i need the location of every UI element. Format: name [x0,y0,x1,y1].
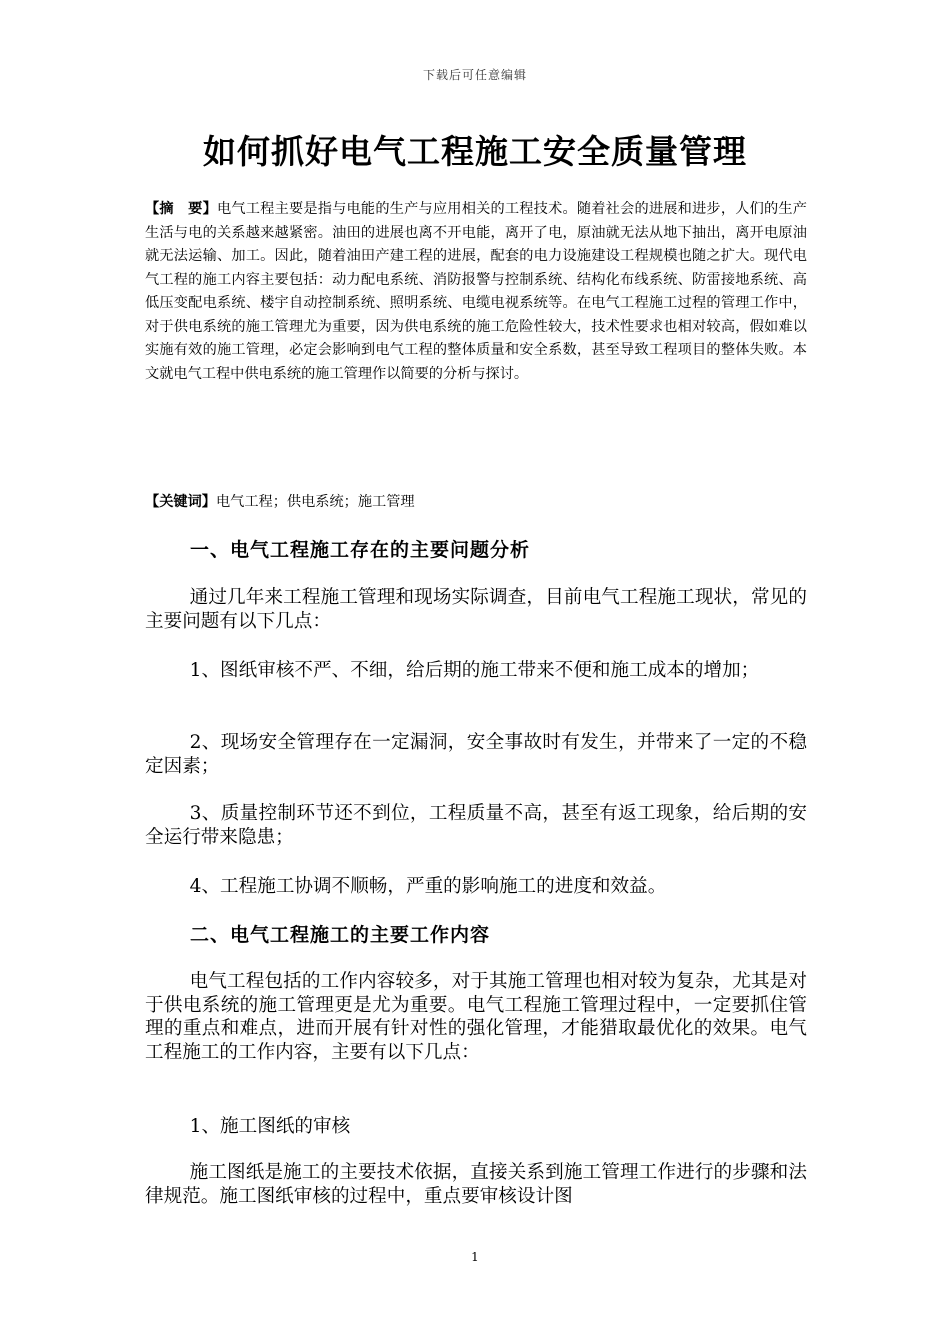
keywords-line [145,491,807,514]
page-number: 1 [471,1250,479,1264]
abstract-text: 电气工程主要是指与电能的生产与应用相关的工程技术。随着社会的进展和进步，人们的生产生活与电的关系越来越紧密。油田的进展也离不开电能，离开了电，原油就无法从地下抽出，离开电原油就无法运输、加工。因此，随着油田产建工程的进展，配套的电力设施建设工程规模也随之扩大。现代电气工程的施工内容主要包括：动力配电系统、消防报警与控制系统、结构化布线系统、防雷接地系统、高低压变配电系统、楼宇自动控制系统、照明系统、电缆电视系统等。在电气工程施工过程的管理工作中，对于供电系统的施工管理尤为重要，因为供电系统的施工危险性较大，技术性要求也相对较高，假如难以实施有效的施工管理，必定会影响到电气工程的整体质量和安全系数，甚至导致工程项目的整体失败。本文就电气工程中供电系统的施工管理作以简要的分析与探讨。 [145,201,807,382]
abstract-paragraph [145,198,807,386]
section1-item-2: 2、现场安全管理存在一定漏洞，安全事故时有发生，并带来了一定的不稳定因素； [145,732,807,777]
section1-item-3: 3、质量控制环节还不到位，工程质量不高，甚至有返工现象，给后期的安全运行带来隐患； [145,803,807,848]
section2-intro: 电气工程包括的工作内容较多，对于其施工管理也相对较为复杂，尤其是对于供电系统的施工管理更是尤为重要。电气工程施工管理过程中，一定要抓住管理的重点和难点，进而开展有针对性的强化管理，才能猎取最优化的效果。电气工程施工的工作内容，主要有以下几点： [145,971,807,1063]
abstract-label: 【摘 要】 [145,201,217,217]
header-note: 下载后可任意编辑 [422,68,527,82]
section1-intro: 通过几年来工程施工管理和现场实际调查，目前电气工程施工现状，常见的主要问题有以下几点： [145,587,807,632]
keywords-label: 【关键词】 [145,494,216,510]
document-title: 如何抓好电气工程施工安全质量管理 [203,132,747,171]
section1-item-4: 4、工程施工协调不顺畅，严重的影响施工的进度和效益。 [189,876,667,897]
keywords-text: 电气工程；供电系统；施工管理 [215,494,415,510]
section-heading-2: 二、电气工程施工的主要工作内容 [190,924,491,946]
section2-subheading-1: 1、施工图纸的审核 [189,1116,351,1137]
section-heading-1: 一、电气工程施工存在的主要问题分析 [190,539,531,561]
section1-item-1: 1、图纸审核不严、不细，给后期的施工带来不便和施工成本的增加； [189,660,760,681]
section2-sub1-text: 施工图纸是施工的主要技术依据，直接关系到施工管理工作进行的步骤和法律规范。施工图纸审核的过程中，重点要审核设计图 [145,1162,807,1207]
